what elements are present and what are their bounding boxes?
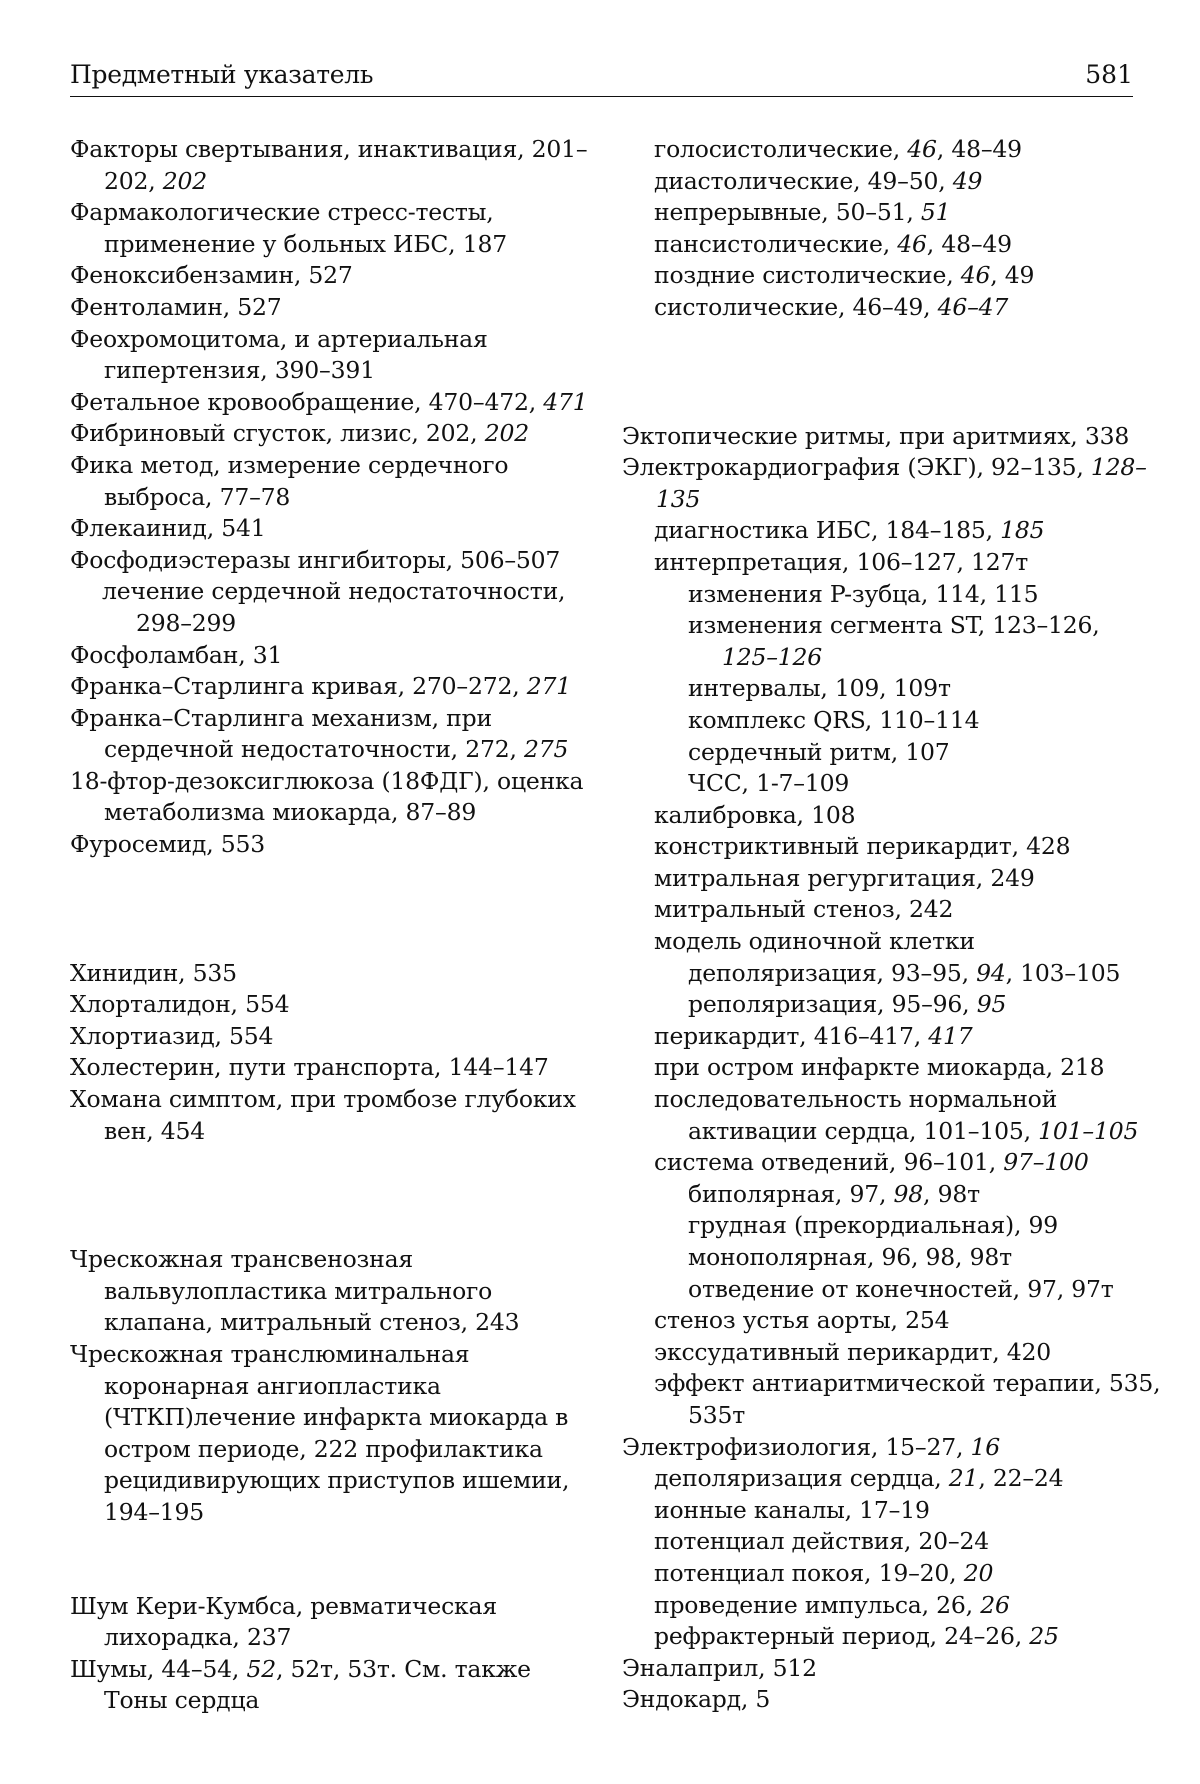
index-subentry: потенциал действия, 20–24 xyxy=(654,1527,989,1556)
index-subentry: голосистолические, 46, 48–49 xyxy=(654,135,1022,163)
index-entry: Хинидин, 535 xyxy=(70,958,237,987)
index-entry: Франка–Старлинга кривая, 270–272, 271 xyxy=(70,672,572,701)
index-column-left xyxy=(70,134,590,1717)
index-entry: Факторы свертывания, инактивация, 201–202, 202 xyxy=(70,135,588,195)
index-entry: Фибриновый сгусток, лизис, 202, 202 xyxy=(70,419,529,448)
index-entry: Эндокард, 5 xyxy=(622,1685,771,1714)
index-subentry: непрерывные, 50–51, 51 xyxy=(654,198,951,227)
index-entry: Флекаинид, 541 xyxy=(70,514,266,543)
index-subentry: проведение импульса, 26, 26 xyxy=(654,1590,1010,1619)
index-subentry: эффект антиаритмической терапии, 535, 535т xyxy=(654,1369,1161,1429)
index-entry: 18-фтор-дезоксиглюкоза (18ФДГ), оценка метаболизма миокарда, 87–89 xyxy=(70,766,584,827)
page-title: Предметный указатель xyxy=(70,60,374,89)
index-subentry: митральный стеноз, 242 xyxy=(654,895,954,924)
index-subentry: сердечный ритм, 107 xyxy=(688,737,950,766)
index-entry: Феохромоцитома, и артериальная гипертензия, 390–391 xyxy=(70,324,488,385)
index-subentry: биполярная, 97, 98, 98т xyxy=(688,1179,980,1208)
page-header xyxy=(70,52,1133,97)
index-section-gap xyxy=(70,1147,590,1244)
index-entry: Электрофизиология, 15–27, 16 xyxy=(622,1432,1001,1461)
index-subentry: митральная регургитация, 249 xyxy=(654,863,1035,892)
index-subentry: констриктивный перикардит, 428 xyxy=(654,832,1071,861)
index-subentry: рефрактерный период, 24–26, 25 xyxy=(654,1622,1059,1651)
index-subentry: ионные каналы, 17–19 xyxy=(654,1495,930,1524)
index-subentry: комплекс QRS, 110–114 xyxy=(688,705,980,734)
page-number: 581 xyxy=(1085,60,1133,89)
index-entry: Эналаприл, 512 xyxy=(622,1653,817,1682)
index-entry: Электрокардиография (ЭКГ), 92–135, 128–135 xyxy=(622,453,1147,513)
index-subentry: интерпретация, 106–127, 127т xyxy=(654,547,1029,576)
index-entry: Фосфодиэстеразы ингибиторы, 506–507 xyxy=(70,545,561,574)
index-entry: Фосфоламбан, 31 xyxy=(70,640,283,669)
index-entry: Фика метод, измерение сердечного выброса, 77–78 xyxy=(70,450,509,511)
index-subentry: потенциал покоя, 19–20, 20 xyxy=(654,1558,994,1587)
index-subentry: калибровка, 108 xyxy=(654,800,856,829)
index-subentry: отведение от конечностей, 97, 97т xyxy=(688,1274,1114,1303)
index-column-right xyxy=(622,134,1162,1716)
index-subentry: перикардит, 416–417, 417 xyxy=(654,1021,973,1050)
index-subentry: диастолические, 49–50, 49 xyxy=(654,166,983,195)
index-entry: Хлортиазид, 554 xyxy=(70,1021,274,1050)
index-subentry: модель одиночной клетки xyxy=(654,927,975,956)
index-subentry: монополярная, 96, 98, 98т xyxy=(688,1243,1012,1271)
index-section-gap xyxy=(70,1529,590,1591)
index-entry: Фуросемид, 553 xyxy=(70,830,265,859)
index-entry: Франка–Старлинга механизм, при сердечной недостаточности, 272, 275 xyxy=(70,703,569,764)
index-subentry: последовательность нормальной активации сердца, 101–105, 101–105 xyxy=(654,1085,1139,1145)
index-entry: Шумы, 44–54, 52, 52т, 53т. См. также Тоны сердца xyxy=(70,1654,531,1715)
index-subentry: изменения сегмента ST, 123–126, 125–126 xyxy=(688,611,1100,671)
index-subentry: деполяризация сердца, 21, 22–24 xyxy=(654,1464,1064,1493)
index-entry: Шум Кери-Кумбса, ревматическая лихорадка, 237 xyxy=(70,1591,497,1652)
index-entry: Эктопические ритмы, при аритмиях, 338 xyxy=(622,421,1130,450)
index-entry: Хлорталидон, 554 xyxy=(70,990,290,1019)
index-section-gap xyxy=(70,861,590,958)
index-subentry: при остром инфаркте миокарда, 218 xyxy=(654,1053,1105,1082)
index-subentry: реполяризация, 95–96, 95 xyxy=(688,990,1007,1019)
index-entry: Фетальное кровообращение, 470–472, 471 xyxy=(70,387,588,416)
index-subentry: лечение сердечной недостаточности, 298–299 xyxy=(102,577,566,637)
index-subentry: пансистолические, 46, 48–49 xyxy=(654,229,1012,258)
index-subentry: систолические, 46–49, 46–47 xyxy=(654,292,1009,321)
index-subentry: диагностика ИБС, 184–185, 185 xyxy=(654,516,1045,545)
index-entry: Хомана симптом, при тромбозе глубоких вен, 454 xyxy=(70,1085,576,1145)
index-subentry: ЧСС, 1-7–109 xyxy=(688,769,850,798)
index-entry: Фармакологические стресс-тесты, применение у больных ИБС, 187 xyxy=(70,198,507,258)
index-subentry: интервалы, 109, 109т xyxy=(688,674,951,703)
index-subentry: деполяризация, 93–95, 94, 103–105 xyxy=(688,958,1121,987)
index-entry: Фентоламин, 527 xyxy=(70,292,282,321)
index-entry: Чрескожная транслюминальная коронарная ангиопластика (ЧТКП)лечение инфаркта миокарда в остром периоде, 222 профилактика рецидивирующих приступов ишемии, 194–195 xyxy=(70,1340,570,1526)
index-subentry: экссудативный перикардит, 420 xyxy=(654,1337,1052,1366)
index-entry: Чрескожная трансвенозная вальвулопластика митрального клапана, митральный стеноз, 243 xyxy=(70,1245,520,1337)
index-subentry: стеноз устья аорты, 254 xyxy=(654,1306,950,1335)
index-section-gap xyxy=(622,324,1162,421)
index-subentry: система отведений, 96–101, 97–100 xyxy=(654,1148,1089,1177)
index-entry: Феноксибензамин, 527 xyxy=(70,261,353,290)
index-subentry: поздние систолические, 46, 49 xyxy=(654,261,1035,290)
index-subentry: грудная (прекордиальная), 99 xyxy=(688,1211,1059,1240)
index-subentry: изменения P-зубца, 114, 115 xyxy=(688,579,1039,608)
index-entry: Холестерин, пути транспорта, 144–147 xyxy=(70,1053,549,1082)
